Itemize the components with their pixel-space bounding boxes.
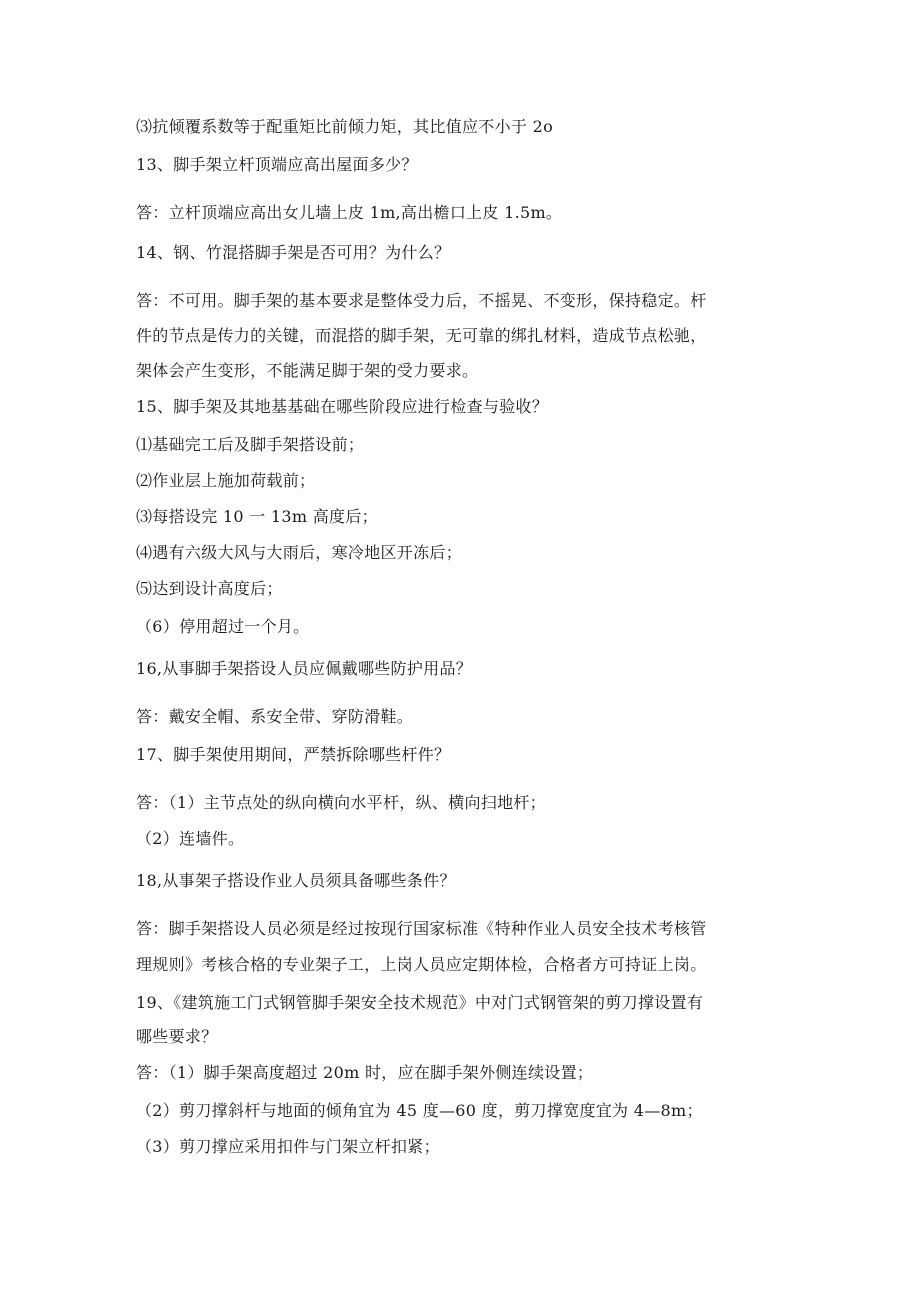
question-19-line-1: 19、《建筑施工门式钢管脚手架安全技术规范》中对门式钢管架的剪刀撑设置有 <box>136 993 704 1012</box>
answer-13: 答：立杆顶端应高出女儿墙上皮 1m,高出檐口上皮 1.5m。 <box>136 203 563 222</box>
answer-14-line-3: 架体会产生变形，不能满足脚于架的受力要求。 <box>136 361 479 380</box>
answer-18-line-1: 答：脚手架搭设人员必须是经过按现行国家标准《特种作业人员安全技术考核管 <box>136 919 707 938</box>
answer-17-line-2: （2）连墙件。 <box>136 829 245 848</box>
list-item: ⑸达到设计高度后； <box>136 579 283 598</box>
question-13: 13、脚手架立杆顶端应高出屋面多少？ <box>136 155 418 174</box>
answer-14-line-1: 答：不可用。脚手架的基本要求是整体受力后，不摇晃、不变形，保持稳定。杆 <box>136 291 707 310</box>
list-item: ⑴基础完工后及脚手架搭设前； <box>136 435 365 454</box>
list-item: （6）停用超过一个月。 <box>136 617 310 636</box>
list-item: ⑷遇有六级大风与大雨后，寒冷地区开冻后； <box>136 543 463 562</box>
question-15: 15、脚手架及其地基基础在哪些阶段应进行检查与验收？ <box>136 397 549 416</box>
answer-14-line-2: 件的节点是传力的关键，而混搭的脚手架，无可靠的绑扎材料，造成节点松驰， <box>136 326 707 345</box>
list-item: ⑶每搭设完 10 一 13m 高度后； <box>136 507 378 526</box>
question-19-line-2: 哪些要求？ <box>136 1027 218 1046</box>
answer-18-line-2: 理规则》考核合格的专业架子工，上岗人员应定期体检，合格者方可持证上岗。 <box>136 955 707 974</box>
list-item: ⑵作业层上施加荷载前； <box>136 471 316 490</box>
text-line: ⑶抗倾覆系数等于配重矩比前倾力矩，其比值应不小于 2o <box>136 117 553 136</box>
question-14: 14、钢、竹混搭脚手架是否可用？为什么？ <box>136 243 451 262</box>
question-17: 17、脚手架使用期间，严禁拆除哪些杆件？ <box>136 745 451 764</box>
question-18: 18,从事架子搭设作业人员须具备哪些条件？ <box>136 871 456 890</box>
answer-19-line-3: （3）剪刀撑应采用扣件与门架立杆扣紧； <box>136 1137 440 1156</box>
answer-19-line-2: （2）剪刀撑斜杆与地面的倾角宜为 45 度—60 度，剪刀撑宽度宜为 4—8m； <box>136 1101 703 1120</box>
answer-19-line-1: 答：（1）脚手架高度超过 20m 时，应在脚手架外侧连续设置； <box>136 1063 594 1082</box>
question-16: 16,从事脚手架搭设人员应佩戴哪些防护用品？ <box>136 659 473 678</box>
answer-17-line-1: 答：（1）主节点处的纵向横向水平杆，纵、横向扫地杆； <box>136 793 546 812</box>
answer-16: 答：戴安全帽、系安全带、穿防滑鞋。 <box>136 707 414 726</box>
